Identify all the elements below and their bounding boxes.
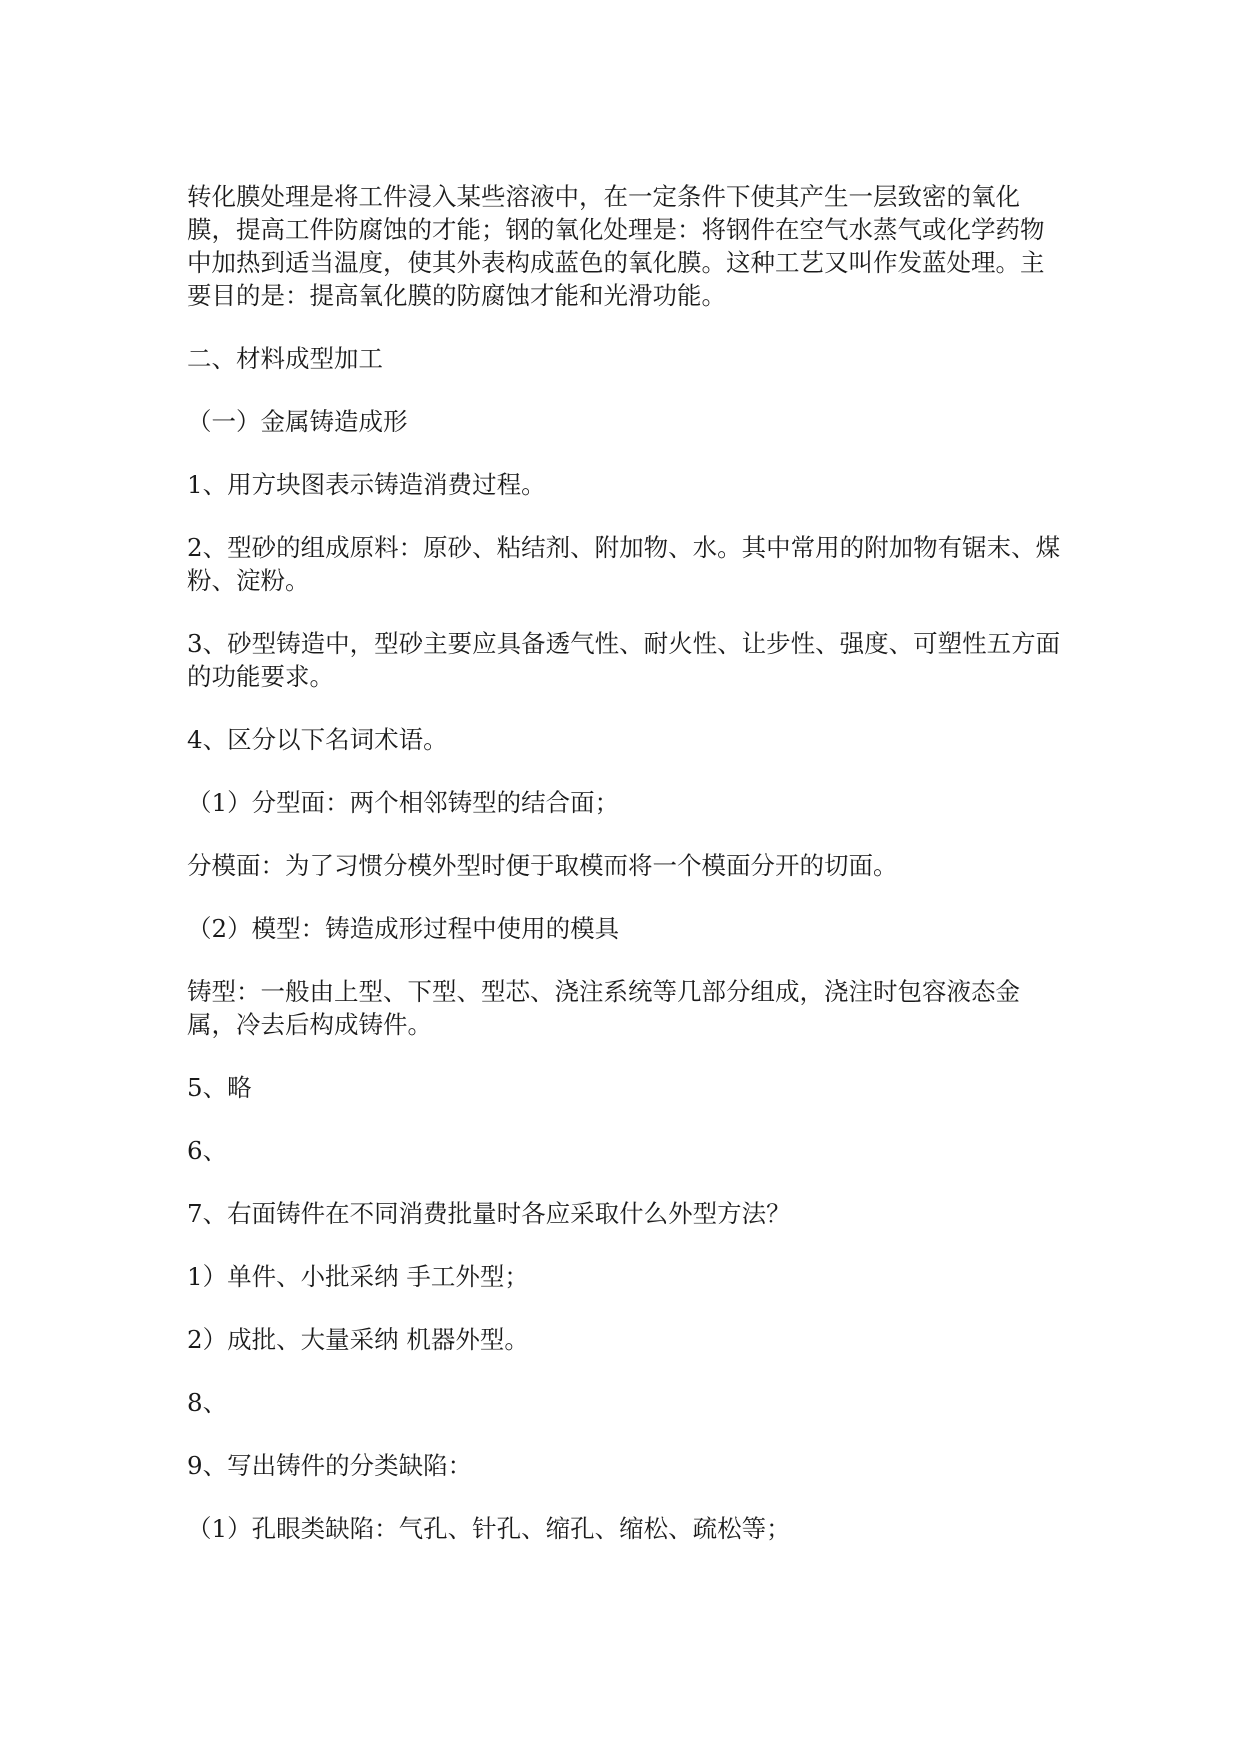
section-heading-material-forming: 二、材料成型加工 <box>187 344 383 373</box>
definition-pattern: （2）模型：铸造成形过程中使用的模具 <box>187 914 620 943</box>
list-item-8: 8、 <box>187 1388 228 1417</box>
list-item-5: 5、略 <box>187 1073 252 1102</box>
subsection-heading-metal-casting: （一）金属铸造成形 <box>187 407 408 436</box>
document-body <box>187 180 1067 1575</box>
definition-parting-surface: （1）分型面：两个相邻铸型的结合面； <box>187 788 620 817</box>
paragraph-conversion-film: 转化膜处理是将工件浸入某些溶液中，在一定条件下使其产生一层致密的氧化膜，提高工件防腐蚀的才能；钢的氧化处理是：将钢件在空气水蒸气或化学药物中加热到适当温度，使其外表构成蓝色的氧化膜。这种工艺又叫作发蓝处理。主要目的是：提高氧化膜的防腐蚀才能和光滑功能。 <box>187 182 1045 310</box>
sub-item-mass-production: 2）成批、大量采纳 机器外型。 <box>187 1325 529 1354</box>
list-item-7: 7、右面铸件在不同消费批量时各应采取什么外型方法？ <box>187 1199 791 1228</box>
sub-item-single-batch: 1）单件、小批采纳 手工外型； <box>187 1262 529 1291</box>
list-item-2: 2、型砂的组成原料：原砂、粘结剂、附加物、水。其中常用的附加物有锯末、煤粉、淀粉。 <box>187 533 1061 595</box>
list-item-4: 4、区分以下名词术语。 <box>187 725 448 754</box>
definition-mold: 铸型：一般由上型、下型、型芯、浇注系统等几部分组成，浇注时包容液态金属，冷去后构成铸件。 <box>187 977 1020 1039</box>
definition-pattern-split: 分模面：为了习惯分模外型时便于取模而将一个模面分开的切面。 <box>187 851 898 880</box>
list-item-9: 9、写出铸件的分类缺陷： <box>187 1451 473 1480</box>
list-item-3: 3、砂型铸造中，型砂主要应具备透气性、耐火性、让步性、强度、可塑性五方面的功能要求。 <box>187 629 1061 691</box>
list-item-6: 6、 <box>187 1136 228 1165</box>
defect-category-holes: （1）孔眼类缺陷：气孔、针孔、缩孔、缩松、疏松等； <box>187 1514 791 1543</box>
list-item-1: 1、用方块图表示铸造消费过程。 <box>187 470 546 499</box>
